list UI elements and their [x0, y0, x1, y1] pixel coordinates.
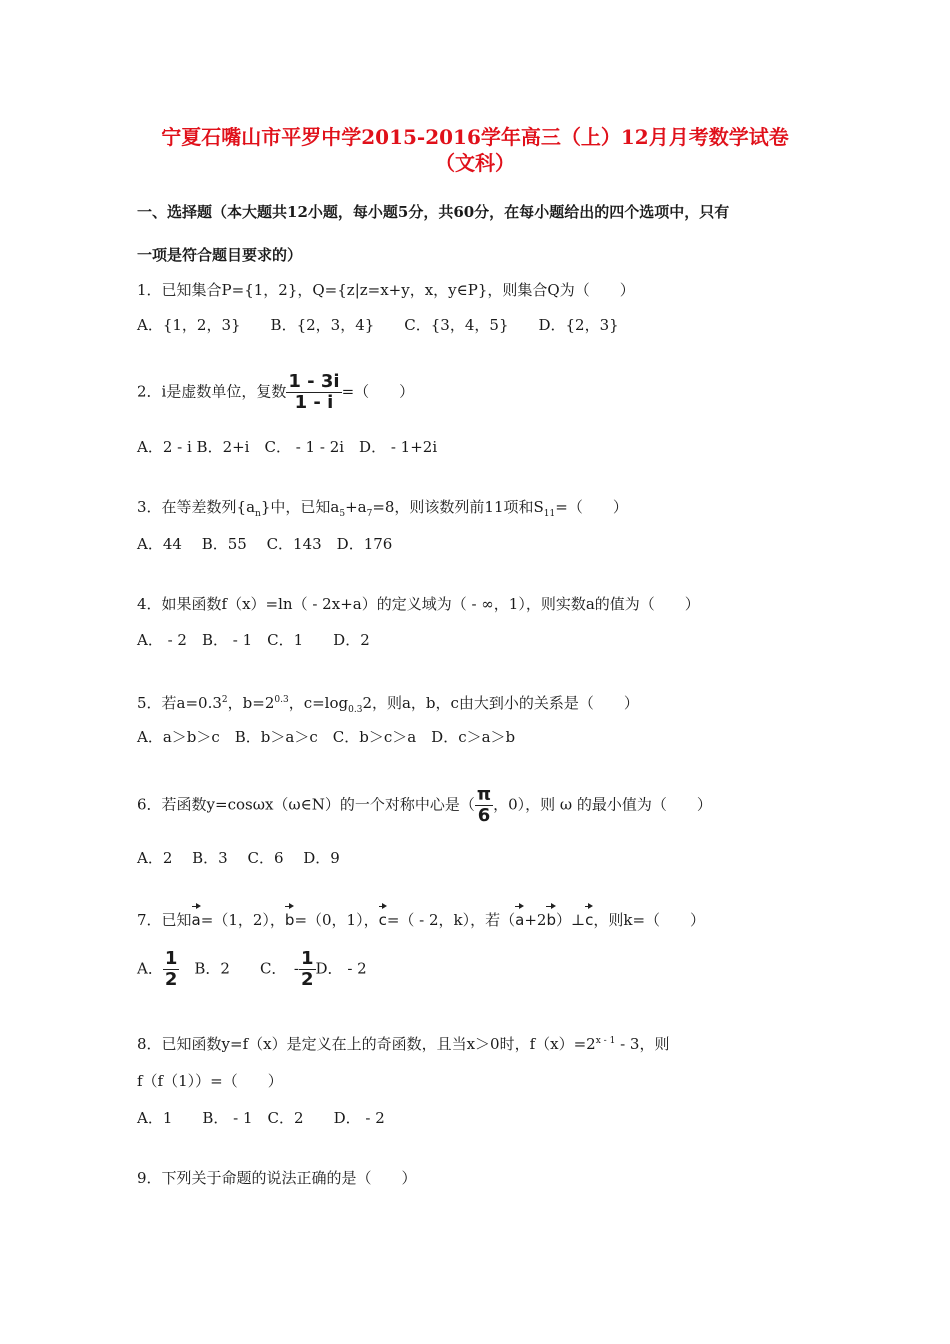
subscript: 5 — [339, 509, 346, 519]
q5-text: ，c=log — [288, 694, 349, 712]
question-5-options: A．a＞b＞c B．b＞a＞c C．b＞c＞a D．c＞a＞b — [137, 728, 516, 746]
subscript: 11 — [543, 509, 556, 519]
subscript: 0.3 — [348, 705, 363, 715]
q3-text: =8，则该数列前11项和S — [372, 498, 544, 516]
question-1-options: A．{1，2，3} B．{2，3，4} C．{3，4，5} D．{2，3} — [137, 316, 619, 334]
question-2-tail: =（ ） — [341, 382, 415, 401]
fraction-numerator: π — [476, 784, 492, 805]
fraction-numerator: 1 — [301, 948, 314, 969]
fraction-denominator: 6 — [477, 805, 491, 826]
question-7-options — [137, 950, 367, 989]
q6-text: 6．若函数y=cosωx（ω∈N）的一个对称中心是（ — [137, 795, 475, 814]
vector-a: a — [515, 903, 524, 931]
vector-c: c — [585, 903, 593, 931]
question-3-options: A．44 B．55 C．143 D．176 — [137, 535, 393, 553]
question-2-options: A．2 - i B．2+i C． - 1 - 2i D． - 1+2i — [137, 438, 438, 456]
vector-c: c — [379, 903, 387, 931]
fraction-numerator: 1 - 3i — [288, 371, 340, 392]
question-3 — [137, 496, 628, 525]
question-6 — [137, 786, 712, 825]
q8-text: 8．已知函数y=f（x）是定义在上的奇函数，且当x＞0时，f（x）=2 — [137, 1035, 596, 1053]
fraction — [163, 950, 180, 989]
question-8-cont: f（f（1））=（ ） — [137, 1072, 283, 1090]
q3-text: +a — [345, 498, 367, 516]
subscript: 7 — [366, 509, 373, 519]
option-label: A． — [137, 959, 163, 978]
section-heading: 一、选择题（本大题共12小题，每小题5分，共60分，在每小题给出的四个选项中，只有 — [137, 203, 730, 221]
option-text: B．2 C． - — [179, 959, 299, 978]
exam-title: 宁夏石嘴山市平罗中学2015-2016学年高三（上）12月月考数学试卷 — [161, 125, 789, 149]
subscript: n — [255, 509, 261, 519]
section-heading-cont: 一项是符合题目要求的） — [137, 246, 303, 264]
question-5 — [137, 689, 639, 721]
q7-text: +2 — [524, 911, 547, 929]
question-8-options: A．1 B． - 1 C．2 D． - 2 — [137, 1109, 385, 1127]
fraction-denominator: 1 - i — [294, 392, 334, 413]
question-6-options: A．2 B．3 C．6 D．9 — [137, 849, 340, 867]
exam-subtitle: （文科） — [435, 151, 515, 175]
q3-text: =（ ） — [555, 498, 628, 516]
superscript: x - 1 — [595, 1036, 616, 1046]
vector-b: b — [285, 903, 295, 931]
q3-text: }中，已知a — [260, 498, 340, 516]
q3-text: 3．在等差数列{a — [137, 498, 256, 516]
fraction — [286, 373, 341, 412]
superscript: 0.3 — [274, 695, 289, 705]
question-2-text: 2．i是虚数单位，复数 — [137, 382, 287, 401]
vector-b: b — [546, 903, 556, 931]
q7-text: =（0，1）， — [294, 911, 379, 929]
q5-text: 2，则a，b，c由大到小的关系是（ ） — [362, 694, 639, 712]
superscript: 2 — [221, 695, 228, 705]
question-7 — [137, 903, 705, 931]
fraction — [475, 786, 493, 825]
fraction-denominator: 2 — [164, 969, 178, 990]
question-9: 9．下列关于命题的说法正确的是（ ） — [137, 1169, 417, 1187]
question-2 — [137, 373, 414, 412]
q7-text: =（1，2）， — [200, 911, 285, 929]
question-4-options: A． - 2 B． - 1 C．1 D．2 — [137, 631, 370, 649]
q5-text: 5．若a=0.3 — [137, 694, 222, 712]
q7-text: ）⊥ — [556, 911, 586, 929]
q7-text: =（ - 2，k），若（ — [386, 911, 516, 929]
question-8 — [137, 1030, 669, 1055]
q7-text: 7．已知 — [137, 911, 192, 929]
vector-a: a — [192, 903, 201, 931]
option-text: D． - 2 — [315, 959, 367, 978]
q7-text: ，则k=（ ） — [593, 911, 706, 929]
q5-text: ，b=2 — [227, 694, 275, 712]
question-4: 4．如果函数f（x）=ln（ - 2x+a）的定义域为（ - ∞，1），则实数a的值为（ ） — [137, 595, 700, 613]
question-1: 1．已知集合P={1，2}，Q={z|z=x+y，x，y∈P}，则集合Q为（ ） — [137, 281, 635, 299]
q6-text: ，0），则 ω 的最小值为（ ） — [493, 795, 712, 814]
fraction-numerator: 1 — [164, 948, 178, 969]
q8-text: - 3，则 — [615, 1035, 670, 1053]
fraction-denominator: 2 — [301, 969, 314, 990]
fraction — [299, 950, 316, 989]
